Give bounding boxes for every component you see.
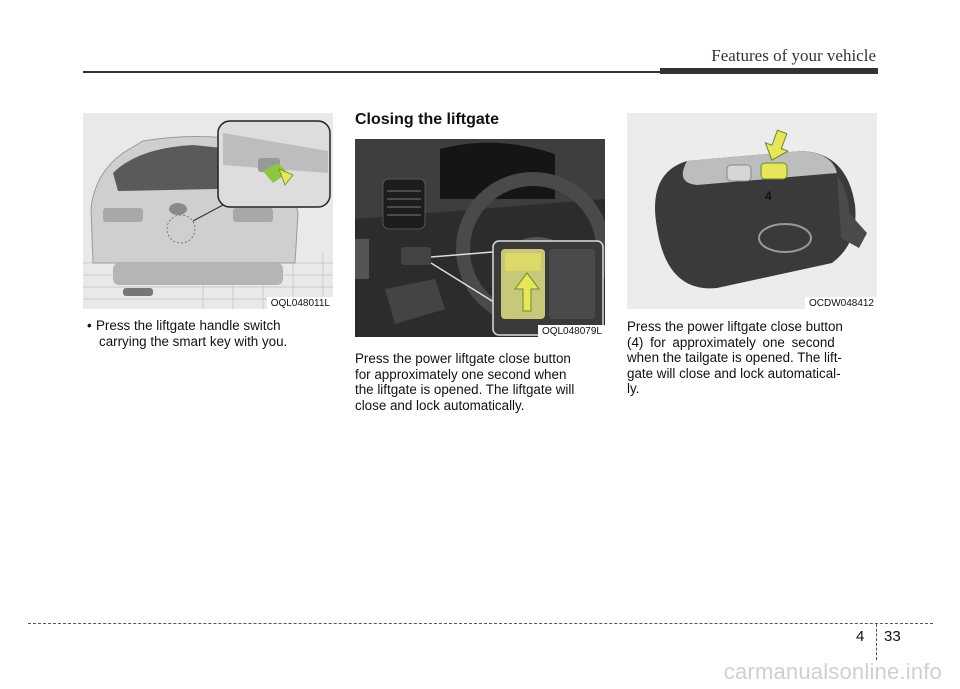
figure-smart-key <box>627 113 877 309</box>
middle-body-text <box>355 351 605 413</box>
text-line: Press the power liftgate close button <box>355 351 571 366</box>
figure-dashboard <box>355 139 605 337</box>
bullet-dot-icon: • <box>87 318 92 333</box>
bullet-text-line1: Press the liftgate handle switch <box>96 318 281 333</box>
figure-code: OQL048011L <box>267 297 333 309</box>
bullet-text-line2: carrying the smart key with you. <box>99 333 288 349</box>
text-line: gate will close and lock automatical- <box>627 365 841 381</box>
text-line: the liftgate is opened. The liftgate will <box>355 382 575 397</box>
bullet-item <box>87 318 333 349</box>
right-body-text <box>627 319 877 397</box>
page-header-title: Features of your vehicle <box>711 46 876 65</box>
text-line: for approximately one second when <box>355 366 567 382</box>
figure-code: OCDW048412 <box>805 297 877 309</box>
smart-key-illustration-icon <box>627 113 877 309</box>
text-line: ly. <box>627 381 640 396</box>
header-rule <box>83 71 660 73</box>
page-number: 33 <box>884 628 901 645</box>
text-line: Press the power liftgate close button <box>627 319 843 334</box>
section-heading: Closing the liftgate <box>355 111 499 128</box>
figure-car-rear <box>83 113 333 309</box>
text-line: close and lock automatically. <box>355 397 525 413</box>
header-rule-thick <box>660 68 878 74</box>
figure-code: OQL048079L <box>538 325 605 337</box>
car-rear-liftgate-illustration-icon <box>83 113 333 309</box>
chapter-number: 4 <box>856 628 865 645</box>
text-line: when the tailgate is opened. The lift- <box>627 350 842 365</box>
watermark: carmanualsonline.info <box>723 659 942 684</box>
callout-label: 4 <box>765 189 772 203</box>
page-number-separator <box>876 624 877 660</box>
footer-rule <box>28 623 933 624</box>
dashboard-liftgate-button-illustration-icon <box>355 139 605 337</box>
text-line: (4) for approximately one second <box>627 334 835 350</box>
